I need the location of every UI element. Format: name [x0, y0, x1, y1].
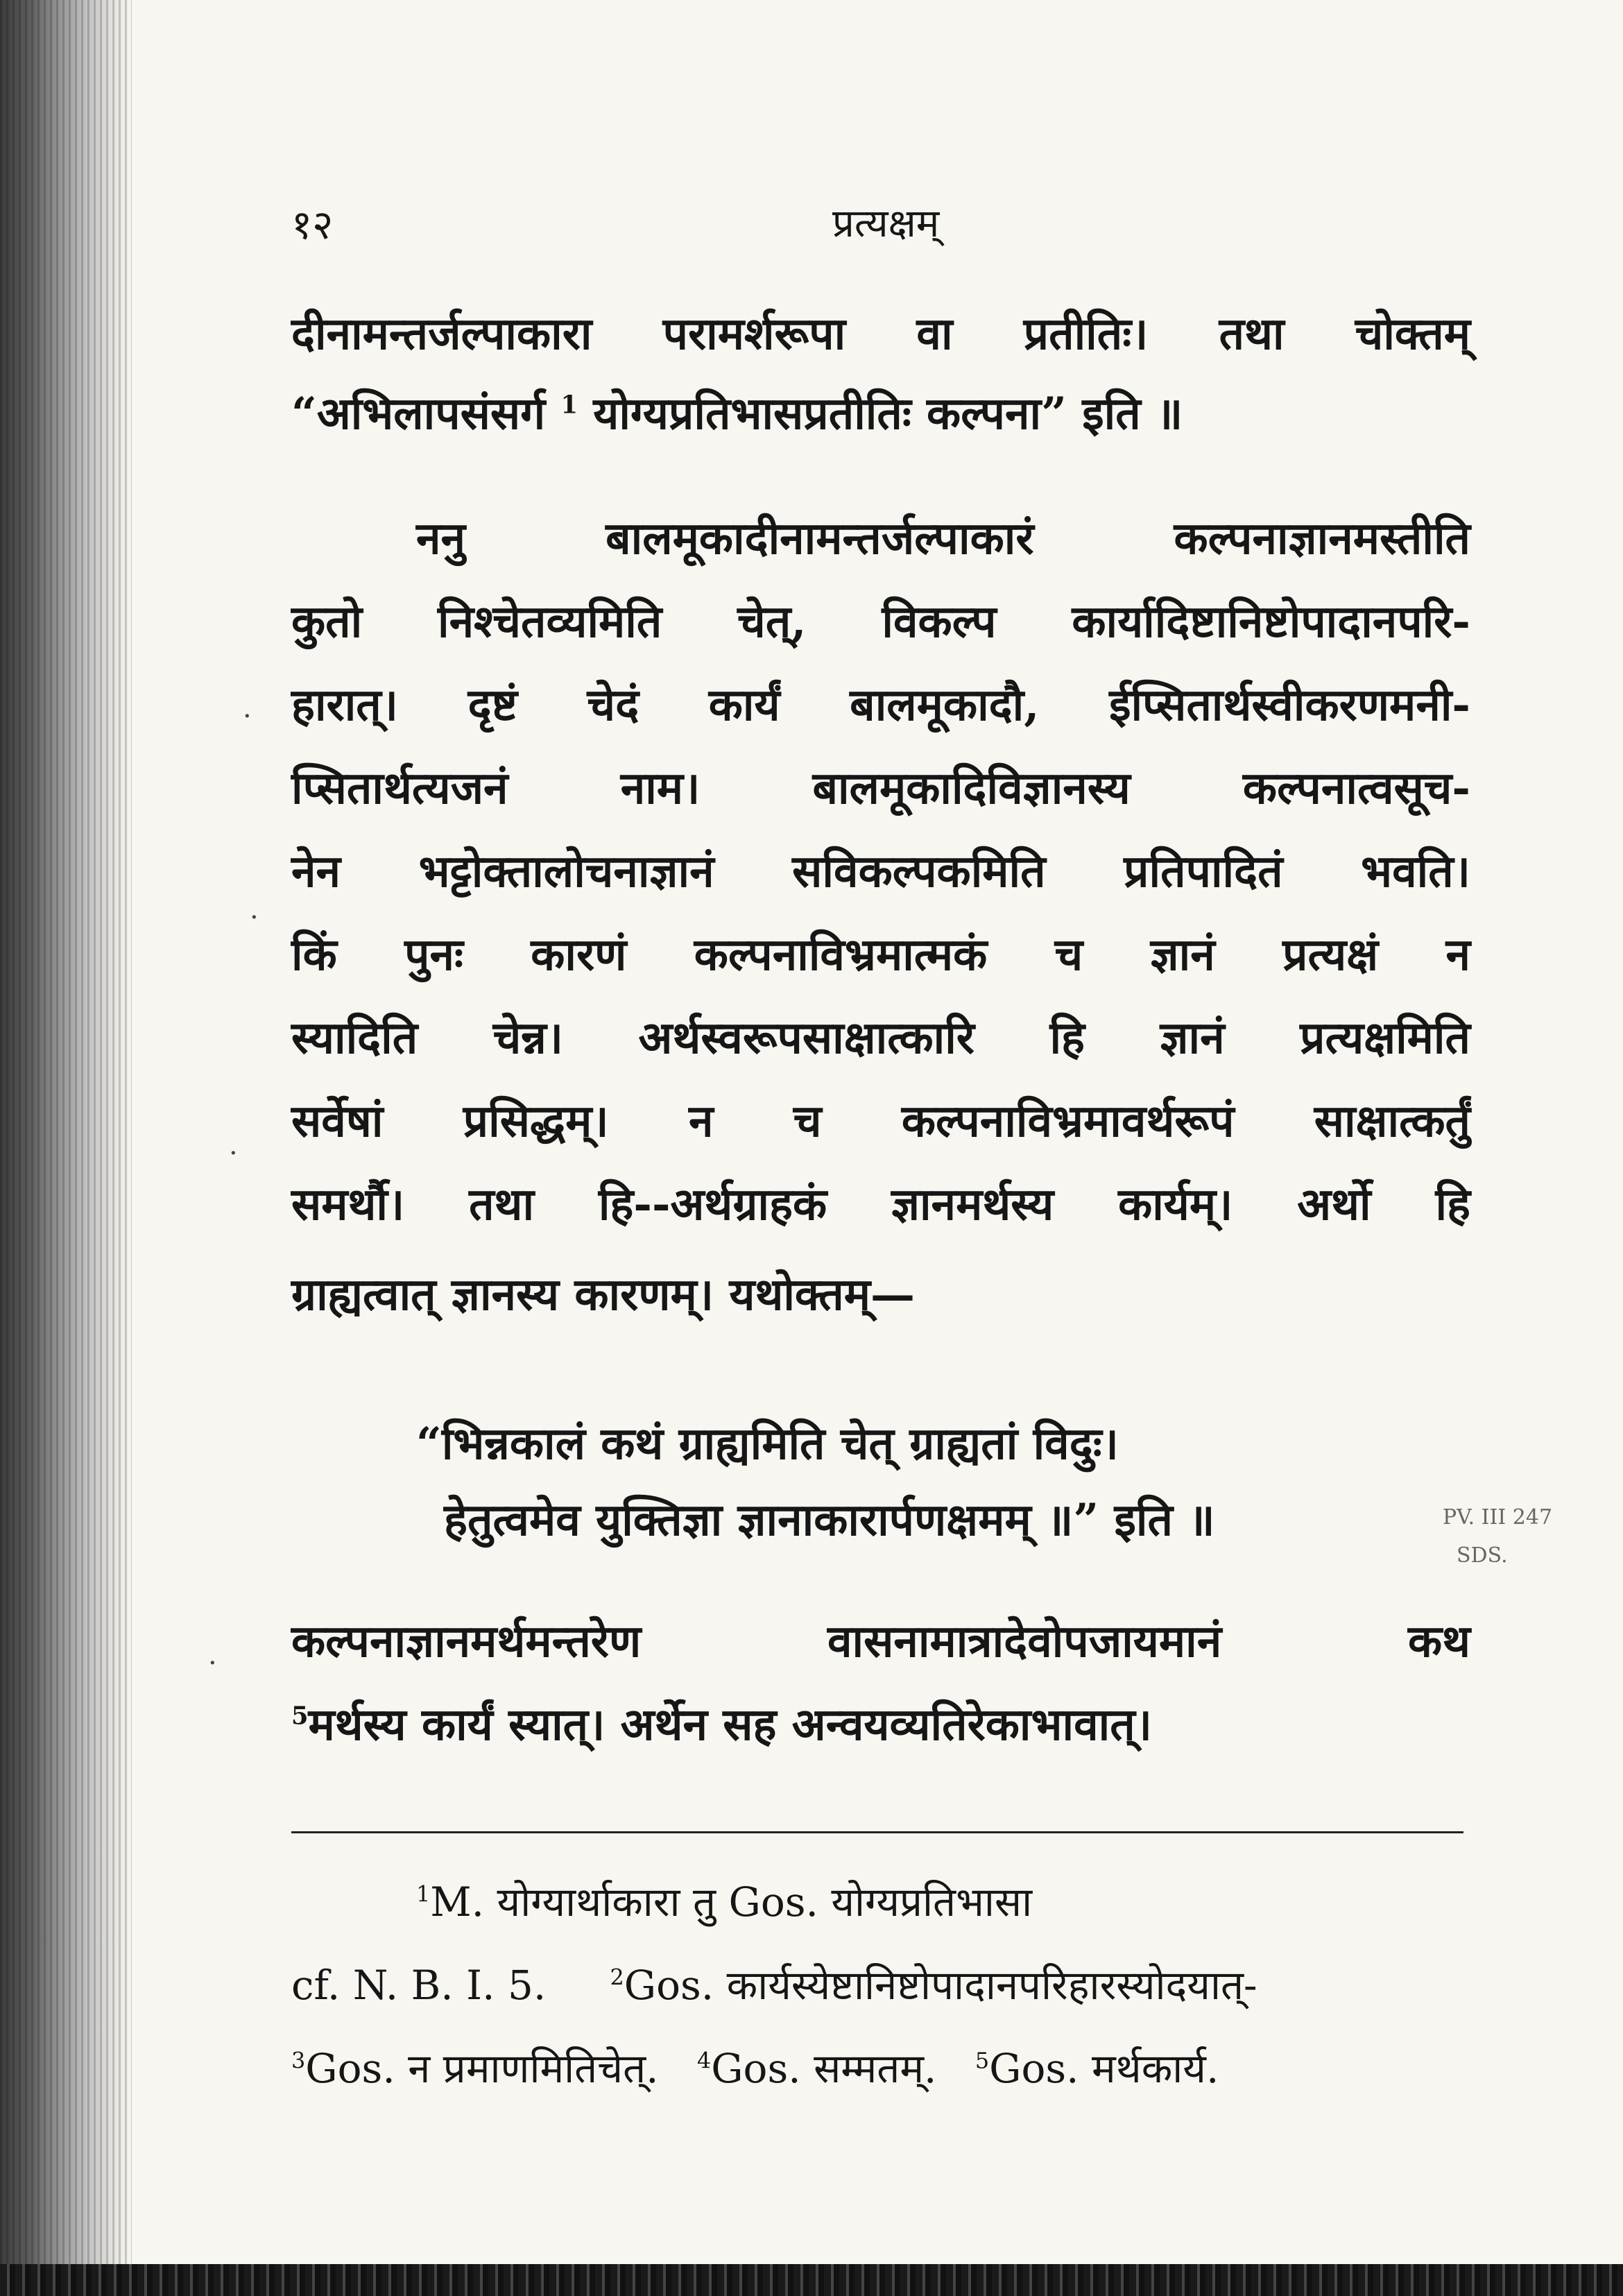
margin-tick-mark: · — [208, 1647, 217, 1679]
footnote-3-marker: 3 — [291, 2047, 306, 2074]
margin-tick-mark: · — [250, 902, 259, 934]
body-line-9: स्यादिति चेन्न। अर्थस्वरूपसाक्षात्कारि हि ज्ञानं प्रत्यक्षमिति — [291, 1012, 1470, 1064]
margin-tick-mark: · — [229, 1138, 238, 1170]
footnote-5-marker: 5 — [974, 2047, 990, 2074]
running-head: प्रत्यक्षम् — [832, 201, 940, 246]
footnote-4-marker: 4 — [696, 2047, 712, 2074]
footnote-2-text: Gos. कार्यस्येष्टानिष्टोपादानपरिहारस्योदयात्- — [624, 1962, 1257, 2009]
margin-annotation-sds: SDS. — [1457, 1543, 1508, 1568]
body-line-10: सर्वेषां प्रसिद्धम्। न च कल्पनाविभ्रमावर्थरूपं साक्षात्कर्तुं — [291, 1095, 1470, 1147]
body-line-2-part-a: “अभिलापसंसर्ग — [291, 388, 561, 440]
body-line-12: ग्राह्यत्वात् ज्ञानस्य कारणम्। यथोक्तम्— — [291, 1269, 915, 1321]
body-line-6: प्सितार्थत्यजनं नाम। बालमूकादिविज्ञानस्य कल्पनात्वसूच- — [291, 762, 1470, 814]
verse-line-1: “भिन्नकालं कथं ग्राह्यमिति चेत् ग्राह्यतां विदुः। — [416, 1418, 1119, 1470]
body-line-3: ननु बालमूकादीनामन्तर्जल्पाकारं कल्पनाज्ञानमस्तीति — [416, 513, 1470, 565]
margin-tick-mark: · — [243, 701, 252, 733]
footnote-4-text: Gos. सम्मतम्. — [711, 2045, 937, 2092]
verse-line-2: हेतुत्वमेव युक्तिज्ञा ज्ञानाकारार्पणक्षमम् ॥” इति ॥ — [444, 1494, 1215, 1546]
footnote-5-text: Gos. मर्थकार्य. — [989, 2045, 1219, 2092]
body-line-14-text: मर्थस्य कार्यं स्यात्। अर्थेन सह अन्वयव्यतिरेकाभावात्। — [308, 1699, 1152, 1751]
body-line-4: कुतो निश्चेतव्यमिति चेत्, विकल्प कार्यादिष्टानिष्टोपादानपरि- — [291, 596, 1470, 648]
footnote-line-2 — [291, 1956, 1470, 2011]
footnote-1 — [416, 1873, 1595, 1928]
margin-annotation-pv: PV. III 247 — [1443, 1505, 1553, 1530]
body-line-7: नेन भट्टोक्तालोचनाज्ञानं सविकल्पकमिति प्रतिपादितं भवति। — [291, 846, 1470, 898]
body-line-13: कल्पनाज्ञानमर्थमन्तरेण वासनामात्रादेवोपजायमानं कथ — [291, 1616, 1470, 1668]
footnote-divider — [291, 1831, 1463, 1833]
body-line-5: हारात्। दृष्टं चेदं कार्यं बालमूकादौ, ईप्सितार्थस्वीकरणमनी- — [291, 679, 1470, 731]
page-number: १२ — [291, 201, 334, 248]
scan-bottom-edge — [0, 2264, 1623, 2296]
body-line-1: दीनामन्तर्जल्पाकारा परामर्शरूपा वा प्रतीतिः। तथा चोक्तम् — [291, 308, 1470, 360]
body-line-11: समर्थौ। तथा हि--अर्थग्राहकं ज्ञानमर्थस्य कार्यम्। अर्थो हि — [291, 1179, 1470, 1231]
body-line-2-part-b: योग्यप्रतिभासप्रतीतिः कल्पना” इति ॥ — [577, 388, 1183, 440]
footnote-1-marker: 1 — [416, 1881, 431, 1908]
body-line-2 — [291, 388, 1470, 440]
footnote-2-marker: 2 — [610, 1964, 624, 1991]
footnote-3-text: Gos. न प्रमाणमितिचेत्. — [305, 2045, 659, 2092]
footnote-1-text: M. योग्यार्थाकारा तु Gos. योग्यप्रतिभासा — [430, 1878, 1033, 1926]
body-line-14 — [291, 1699, 1470, 1751]
footnote-line-3 — [291, 2039, 1470, 2094]
footnote-marker-5: 5 — [291, 1702, 309, 1731]
book-binding-shadow — [0, 0, 132, 2296]
footnote-marker-1: 1 — [560, 391, 578, 420]
body-line-8: किं पुनः कारणं कल्पनाविभ्रमात्मकं च ज्ञानं प्रत्यक्षं न — [291, 929, 1470, 981]
footnote-1-cf: cf. N. B. I. 5. — [291, 1962, 547, 2009]
